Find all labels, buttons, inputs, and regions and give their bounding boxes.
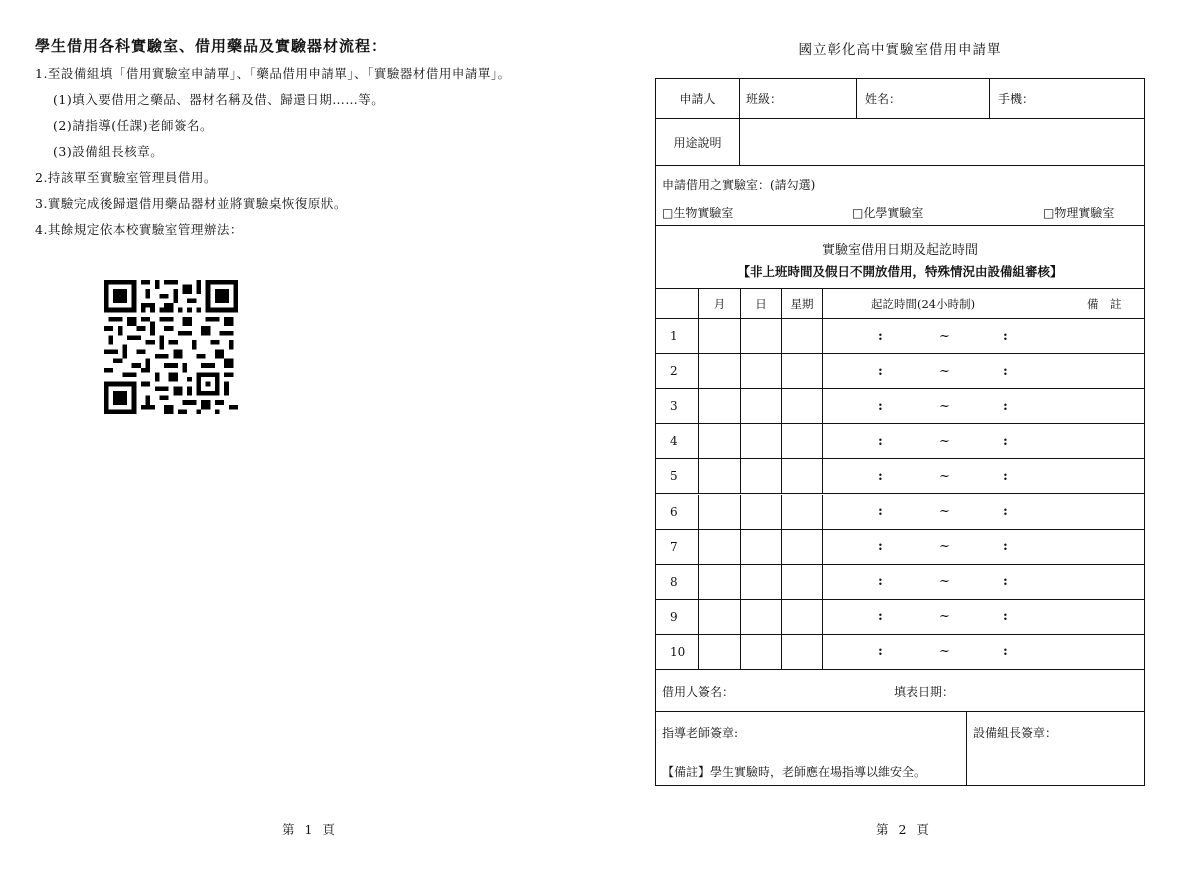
month-cell[interactable] — [698, 389, 740, 423]
lab-option-chemistry[interactable]: □化學實驗室 — [852, 206, 924, 220]
time-tilde: ~ — [939, 363, 950, 379]
day-cell[interactable] — [740, 565, 781, 599]
purpose-field[interactable] — [739, 119, 1146, 165]
start-time-colon: : — [878, 504, 883, 520]
purpose-row — [656, 119, 1144, 166]
start-time-colon: : — [878, 609, 883, 625]
row-number: 10 — [670, 644, 686, 659]
time-cell[interactable] — [822, 530, 1146, 564]
weekday-cell[interactable] — [781, 424, 822, 458]
equipment-chief-label: 設備組長簽章： — [973, 726, 1058, 740]
time-tilde: ~ — [939, 644, 950, 660]
weekday-cell[interactable] — [781, 530, 822, 564]
schedule-row — [656, 635, 1144, 670]
month-cell[interactable] — [698, 424, 740, 458]
row-number: 7 — [670, 539, 678, 554]
schedule-row — [656, 459, 1144, 494]
row-number: 5 — [670, 469, 678, 484]
procedure-section — [35, 35, 605, 246]
time-tilde: ~ — [939, 468, 950, 484]
end-time-colon: : — [1003, 468, 1008, 484]
schedule-row — [656, 495, 1144, 530]
schedule-note: 【非上班時間及假日不開放借用，特殊情況由設備組審核】 — [737, 264, 1063, 279]
start-time-colon: : — [878, 644, 883, 660]
end-time-colon: : — [1003, 504, 1008, 520]
procedure-step-1-sub-3: (3)設備組長核章。 — [53, 144, 164, 159]
applicant-row — [656, 79, 1144, 119]
time-tilde: ~ — [939, 504, 950, 520]
applicant-label: 申請人 — [679, 92, 716, 106]
end-time-colon: : — [1003, 539, 1008, 555]
lab-choice-row — [656, 166, 1144, 226]
class-field[interactable] — [739, 79, 856, 118]
equipment-chief-cell[interactable] — [966, 712, 1146, 785]
col-month: 月 — [698, 289, 740, 318]
weekday-cell[interactable] — [781, 389, 822, 423]
row-number: 9 — [670, 609, 678, 624]
time-tilde: ~ — [939, 328, 950, 344]
end-time-colon: : — [1003, 644, 1008, 660]
weekday-cell[interactable] — [781, 495, 822, 529]
schedule-row — [656, 354, 1144, 389]
qr-code-icon[interactable] — [104, 280, 238, 414]
start-time-colon: : — [878, 328, 883, 344]
name-label: 姓名： — [865, 92, 902, 106]
borrower-sign-label: 借用人簽名： — [662, 685, 735, 699]
month-cell[interactable] — [698, 495, 740, 529]
col-day: 日 — [740, 289, 781, 318]
month-cell[interactable] — [698, 565, 740, 599]
class-label: 班級： — [746, 92, 783, 106]
time-tilde: ~ — [939, 574, 950, 590]
start-time-colon: : — [878, 468, 883, 484]
start-time-colon: : — [878, 398, 883, 414]
schedule-header-row — [656, 289, 1144, 319]
time-cell[interactable] — [822, 600, 1146, 634]
time-cell[interactable] — [822, 635, 1146, 669]
procedure-step-4: 4.其餘規定依本校實驗室管理辦法： — [35, 222, 243, 237]
procedure-title: 學生借用各科實驗室、借用藥品及實驗器材流程： — [35, 37, 388, 55]
schedule-title: 實驗室借用日期及起訖時間 — [821, 243, 978, 258]
month-cell[interactable] — [698, 530, 740, 564]
time-cell[interactable] — [822, 495, 1146, 529]
start-time-colon: : — [878, 433, 883, 449]
schedule-row — [656, 319, 1144, 354]
weekday-cell[interactable] — [781, 319, 822, 353]
time-cell[interactable] — [822, 565, 1146, 599]
row-number: 2 — [670, 364, 678, 379]
col-time: 起訖時間(24小時制) — [871, 296, 976, 311]
end-time-colon: : — [1003, 574, 1008, 590]
start-time-colon: : — [878, 539, 883, 555]
start-time-colon: : — [878, 363, 883, 379]
month-cell[interactable] — [698, 635, 740, 669]
time-tilde: ~ — [939, 539, 950, 555]
fill-date-label: 填表日期： — [894, 685, 955, 699]
day-cell[interactable] — [740, 389, 781, 423]
procedure-step-3: 3.實驗完成後歸還借用藥品器材並將實驗桌恢復原狀。 — [35, 196, 347, 211]
time-cell[interactable] — [822, 424, 1146, 458]
col-remarks: 備 註 — [1087, 296, 1122, 311]
weekday-cell[interactable] — [781, 600, 822, 634]
form-title: 國立彰化高中實驗室借用申請單 — [798, 42, 1002, 58]
page-number-2: 第 2 頁 — [876, 822, 932, 837]
row-number: 6 — [670, 504, 678, 519]
lab-choice-label: 申請借用之實驗室：(請勾選) — [662, 178, 816, 192]
row-number: 3 — [670, 399, 678, 414]
teacher-sign-cell[interactable] — [656, 712, 966, 785]
end-time-colon: : — [1003, 609, 1008, 625]
day-cell[interactable] — [740, 495, 781, 529]
end-time-colon: : — [1003, 398, 1008, 414]
schedule-row — [656, 424, 1144, 459]
weekday-cell[interactable] — [781, 354, 822, 388]
day-cell[interactable] — [740, 600, 781, 634]
time-tilde: ~ — [939, 609, 950, 625]
time-tilde: ~ — [939, 433, 950, 449]
weekday-cell[interactable] — [781, 565, 822, 599]
day-cell[interactable] — [740, 354, 781, 388]
month-cell[interactable] — [698, 459, 740, 493]
time-tilde: ~ — [939, 398, 950, 414]
page-number-1: 第 1 頁 — [282, 822, 338, 837]
procedure-step-1-sub-2: (2)請指導(任課)老師簽名。 — [53, 118, 213, 133]
start-time-colon: : — [878, 574, 883, 590]
schedule-row — [656, 530, 1144, 565]
day-cell[interactable] — [740, 635, 781, 669]
time-cell[interactable] — [822, 389, 1146, 423]
lab-option-biology[interactable]: □生物實驗室 — [662, 206, 734, 220]
month-cell[interactable] — [698, 319, 740, 353]
borrower-sign-row — [656, 670, 1144, 712]
month-cell[interactable] — [698, 354, 740, 388]
day-cell[interactable] — [740, 424, 781, 458]
weekday-cell[interactable] — [781, 459, 822, 493]
time-cell[interactable] — [822, 354, 1146, 388]
row-number: 8 — [670, 574, 678, 589]
phone-label: 手機： — [998, 92, 1035, 106]
lab-borrow-form — [655, 78, 1145, 786]
purpose-label: 用途說明 — [673, 135, 722, 150]
teacher-sign-label: 指導老師簽章: — [662, 726, 739, 740]
procedure-step-2: 2.持該單至實驗室管理員借用。 — [35, 170, 217, 185]
end-time-colon: : — [1003, 433, 1008, 449]
end-time-colon: : — [1003, 328, 1008, 344]
lab-option-physics[interactable]: □物理實驗室 — [1043, 206, 1115, 220]
time-cell[interactable] — [822, 319, 1146, 353]
schedule-heading-row — [656, 226, 1144, 289]
approval-row — [656, 712, 1144, 785]
row-number: 1 — [670, 329, 678, 344]
schedule-row — [656, 389, 1144, 424]
end-time-colon: : — [1003, 363, 1008, 379]
row-number: 4 — [670, 434, 678, 449]
day-cell[interactable] — [740, 459, 781, 493]
month-cell[interactable] — [698, 600, 740, 634]
procedure-step-1: 1.至設備組填「借用實驗室申請單」、「藥品借用申請單」、「實驗器材借用申請單」。 — [35, 66, 511, 81]
weekday-cell[interactable] — [781, 635, 822, 669]
schedule-row — [656, 565, 1144, 600]
schedule-row — [656, 600, 1144, 635]
phone-field[interactable] — [989, 79, 1146, 118]
procedure-step-1-sub-1: (1)填入要借用之藥品、器材名稱及借、歸還日期……等。 — [53, 92, 385, 107]
day-cell[interactable] — [740, 319, 781, 353]
day-cell[interactable] — [740, 530, 781, 564]
col-weekday: 星期 — [781, 289, 822, 318]
safety-footnote: 【備註】學生實驗時，老師應在場指導以維安全。 — [662, 765, 927, 779]
name-field[interactable] — [856, 79, 989, 118]
time-cell[interactable] — [822, 459, 1146, 493]
